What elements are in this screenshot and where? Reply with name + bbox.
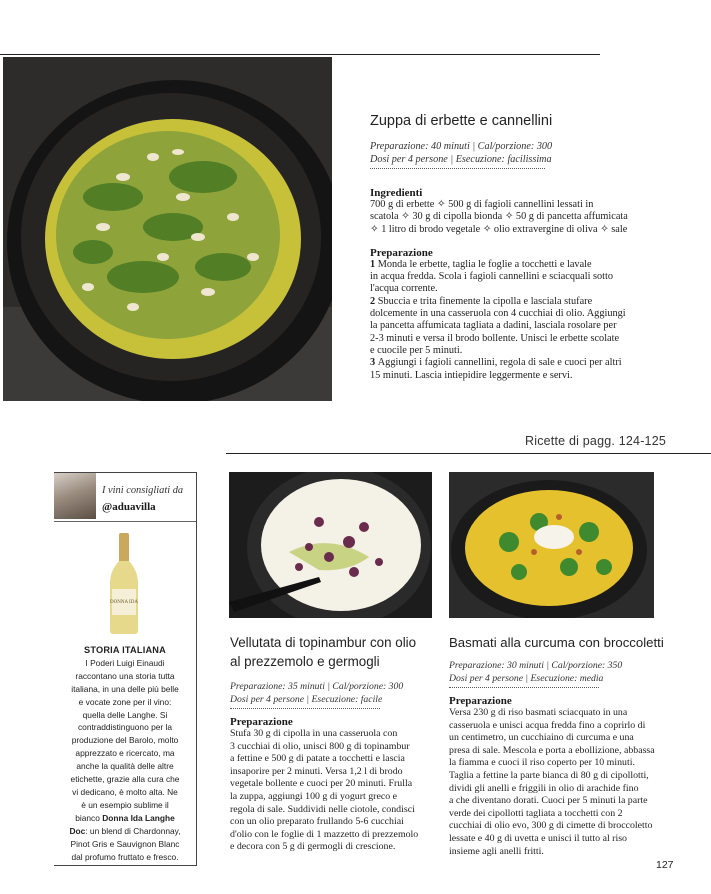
ingredients-text <box>370 199 670 236</box>
text-line: anche la qualità delle altre <box>76 761 174 772</box>
text-line: con un olio preparato frullando 5-6 cucchiai <box>230 816 404 828</box>
preparation-heading: Preparazione <box>230 716 293 728</box>
text-line: 15 minuti. Lascia intiepidire leggermente e servi. <box>370 369 573 381</box>
step-number: 1 <box>370 258 378 270</box>
divider <box>54 521 196 522</box>
text-line: Pinot Gris e Sauvignon Blanc <box>70 838 180 849</box>
text-line: a fettine e 500 g di patate a tocchetti e lascia <box>230 753 405 765</box>
text-line: Versa 230 g di riso basmati sciacquato in una <box>449 707 628 718</box>
section-label: Ricette di pagg. 124-125 <box>525 434 667 448</box>
recipe-3 <box>449 633 674 858</box>
text-line: bianco Donna Ida Langhe <box>75 812 175 823</box>
step-number: 2 <box>370 295 378 307</box>
wine-intro: I vini consigliati da <box>102 485 184 496</box>
text-line: Taglia a fettine la parte bianca di 80 g di cipollotti, <box>449 769 649 781</box>
wine-handle: @aduavilla <box>102 501 156 513</box>
preparation-text <box>230 728 445 854</box>
recipe-3-title: Basmati alla curcuma con broccoletti <box>449 635 664 650</box>
step-number: 3 <box>370 357 378 369</box>
text-line: 700 g di erbette ✧ 500 g di fagioli cannellini lessati in <box>370 199 594 210</box>
section-rule <box>226 453 711 454</box>
text-line: un centimetro, un cucchiaino di curcuma e una <box>449 732 634 744</box>
text-line: vegetale bollente e cuoci per 20 minuti. Frulla <box>230 778 413 790</box>
text-line: dividi gli anelli e friggili in olio di arachide fino <box>449 782 639 794</box>
text-line: è un esempio sublime il <box>81 799 169 810</box>
text-line: vi dedicano, è molto alta. Ne <box>72 786 178 797</box>
divider <box>449 686 599 688</box>
recipe-1-title: Zuppa di erbette e cannellini <box>370 113 553 129</box>
text-line: ✧ 1 litro di brodo vegetale ✧ olio extravergine di oliva ✧ sale <box>370 223 628 235</box>
recipe-2-meta-prep: Preparazione: 35 minuti | Cal/porzione: 300 <box>230 681 404 692</box>
text-line: 3 cucchiai di olio, unisci 800 g di topinambur <box>230 740 410 752</box>
ingredients-heading: Ingredienti <box>370 187 423 199</box>
recipe-2-title <box>230 633 445 671</box>
divider <box>230 707 380 709</box>
bottle-label-text: DONNA IDA <box>110 600 138 605</box>
text-line: dal profumo fruttato e fresco. <box>71 851 179 862</box>
recipe-1-meta-prep: Preparazione: 40 minuti | Cal/porzione: 300 <box>370 141 553 152</box>
text-line: e vocate zone per il vino: <box>78 696 172 707</box>
wine-title: STORIA ITALIANA <box>84 645 166 655</box>
step-3: 3 Aggiungi i fagioli cannellini, regola di sale e cuoci per altri <box>370 357 622 369</box>
basmati-photo <box>449 472 654 618</box>
soup-photo <box>3 57 332 401</box>
page-number: 127 <box>656 859 674 871</box>
text-line: produzione del Barolo, molto <box>71 735 179 746</box>
preparation-text <box>449 707 674 858</box>
preparation-heading: Preparazione <box>449 695 512 707</box>
text-line: casseruola e unisci acqua fredda fino a coprirlo di <box>449 719 646 731</box>
text-line: e cuocile per 5 minuti. <box>370 344 463 356</box>
text-line: contraddistinguono per la <box>77 722 173 733</box>
text-line: verde dei cipollotti tagliata a tocchetti con 2 <box>449 807 623 819</box>
step-1: 1 Monda le erbette, taglia le foglie a tocchetti e lavale <box>370 258 592 270</box>
text-line: quella delle Langhe. Si <box>82 709 168 720</box>
recipe-3-meta-doses: Dosi per 4 persone | Esecuzione: media <box>449 672 604 684</box>
text-line: la fiamma e cuoci il riso coperto per 10 minuti. <box>449 757 635 769</box>
text-line: regola di sale. Suddividi nelle ciotole, condisci <box>230 803 415 815</box>
preparation-heading: Preparazione <box>370 246 433 259</box>
text-line: etichette, grazie alla cura che <box>70 774 180 785</box>
recipe-1-meta-doses: Dosi per 4 persone | Esecuzione: facilissima <box>370 153 552 165</box>
text-line: a che diventano dorati. Cuoci per 5 minuti la parte <box>449 795 648 807</box>
text-line: Doc: un blend di Chardonnay, <box>69 825 181 836</box>
text-line: presa di sale. Mescola e porta a ebollizione, abbassa <box>449 744 655 756</box>
recipe-1 <box>370 113 670 382</box>
wine-text <box>54 644 196 863</box>
recipe-2-meta-doses: Dosi per 4 persone | Esecuzione: facile <box>230 693 383 705</box>
text-line: scatola ✧ 30 g di cipolla bionda ✧ 50 g di pancetta affumicata <box>370 211 628 223</box>
text-line: italiana, in una delle più belle <box>71 683 179 694</box>
recipe-3-meta-prep: Preparazione: 30 minuti | Cal/porzione: 350 <box>449 660 623 671</box>
text-line: I Poderi Luigi Einaudi <box>85 657 165 668</box>
text-line: apprezzato e ricercato, ma <box>75 748 175 759</box>
text-line: cucchiai di olio evo, 300 g di cimette di broccoletto <box>449 820 653 832</box>
vellutata-photo <box>229 472 432 618</box>
preparation-text <box>370 259 670 382</box>
text-line: e decora con 5 g di germogli di crescione. <box>230 841 396 853</box>
title-line: Vellutata di topinambur con olio <box>230 635 417 650</box>
text-line: la zuppa, aggiungi 100 g di yogurt greco e <box>230 790 398 802</box>
wine-bottle-image <box>106 531 142 635</box>
text-line: insieme agli anelli fritti. <box>449 845 544 857</box>
text-line: la pancetta affumicata tagliata a dadini, lasciala rosolare per <box>370 320 617 332</box>
text-line: lessate e 40 g di uvetta e unisci il tutto al riso <box>449 832 627 844</box>
divider <box>370 167 545 169</box>
text-line: insaporire per 2 minuti. Versa 1,2 l di brodo <box>230 765 403 777</box>
author-avatar <box>54 473 96 519</box>
title-line: al prezzemolo e germogli <box>230 654 380 669</box>
top-rule <box>0 54 600 55</box>
text-line: d'olio con le foglie di 1 mazzetto di prezzemolo <box>230 828 419 840</box>
text-line: in acqua fredda. Scola i fagioli cannellini e sciacquali sotto <box>370 271 614 283</box>
text-line: 2-3 minuti e versa il brodo bollente. Unisci le erbette scolate <box>370 332 620 344</box>
step-2: 2 Sbuccia e trita finemente la cipolla e lasciala stufare <box>370 295 593 307</box>
text-line: l'acqua corrente. <box>370 283 438 295</box>
text-line: dolcemente in una casseruola con 4 cucchiai di olio. Aggiungi <box>370 308 626 320</box>
recipe-2 <box>230 633 445 854</box>
text-line: Stufa 30 g di cipolla in una casseruola con <box>230 728 398 739</box>
text-line: raccontano una storia tutta <box>75 670 175 681</box>
wine-box <box>54 472 197 866</box>
